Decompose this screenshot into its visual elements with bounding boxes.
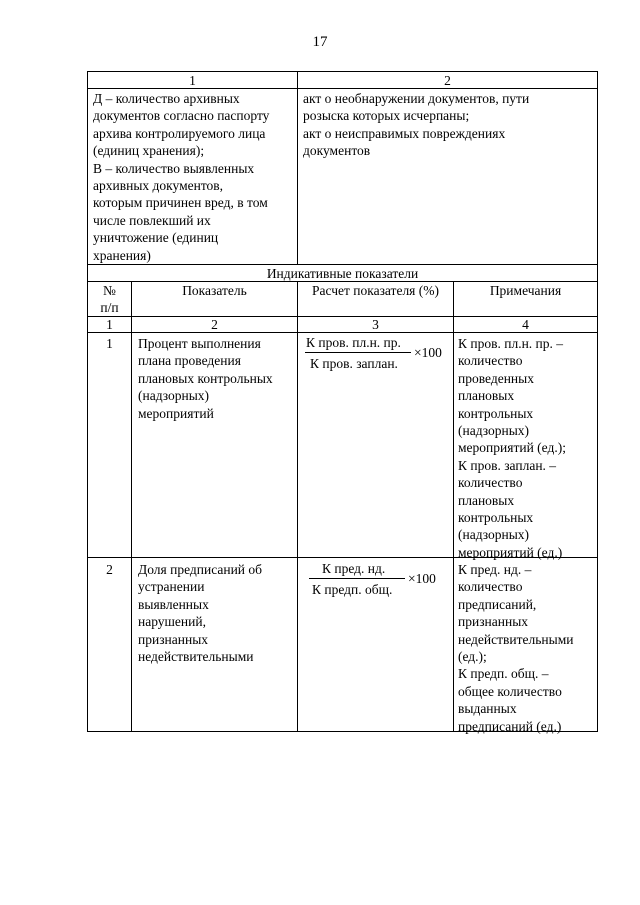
top-table-border-left bbox=[87, 71, 88, 265]
top-table-border-right bbox=[597, 71, 598, 282]
row1-formula-multiplier: ×100 bbox=[414, 345, 442, 360]
table-border-right bbox=[597, 281, 598, 732]
header-num: № п/п bbox=[100, 283, 119, 315]
colnum-2: 2 bbox=[211, 317, 218, 332]
header-formula: Расчет показателя (%) bbox=[311, 283, 440, 298]
top-table-header-1: 1 bbox=[189, 73, 196, 88]
colnum-1: 1 bbox=[106, 317, 113, 332]
top-table-left-cell: Д – количество архивных документов согласно паспорту архива контролируемого лица (единиц хранения); В – количество выявленных архивных документов, которым причинен вред, в том числе повлекший их уничтожение (единиц хранения) bbox=[93, 91, 270, 263]
row2-num: 2 bbox=[106, 562, 113, 577]
section-title: Индикативные показатели bbox=[266, 266, 419, 281]
table-col-divider-1 bbox=[131, 281, 132, 732]
row2-formula-numerator: К пред. нд. bbox=[322, 561, 386, 576]
row2-notes: К пред. нд. – количество предписаний, признанных недействительными (ед.); К предп. общ. – общее количество выданных предписаний (ед.) bbox=[458, 562, 574, 734]
table-col-divider-2 bbox=[297, 281, 298, 732]
row2-formula-denominator: К предп. общ. bbox=[312, 582, 393, 597]
row1-indicator: Процент выполнения плана проведения плановых контрольных (надзорных) мероприятий bbox=[138, 336, 273, 421]
colnum-3: 3 bbox=[372, 317, 379, 332]
table-col-divider-3 bbox=[453, 281, 454, 732]
row2-formula-bar bbox=[309, 578, 405, 579]
header-indicator: Показатель bbox=[182, 283, 247, 298]
row1-formula-bar bbox=[305, 352, 411, 353]
row2-formula-multiplier: ×100 bbox=[408, 571, 436, 586]
row1-num: 1 bbox=[106, 336, 113, 351]
row1-notes: К пров. пл.н. пр. – количество проведенных плановых контрольных (надзорных) мероприятий (ед.); К пров. заплан. – количество плановых контрольных (надзорных) мероприятий (ед.) bbox=[458, 336, 566, 560]
top-table-right-cell: акт о необнаружении документов, пути розыска которых исчерпаны; акт о неисправимых повреждениях документов bbox=[303, 91, 530, 159]
top-table-header-2: 2 bbox=[444, 73, 451, 88]
colnum-4: 4 bbox=[522, 317, 529, 332]
row1-formula-numerator: К пров. пл.н. пр. bbox=[306, 335, 401, 350]
header-notes: Примечания bbox=[489, 283, 562, 298]
page-number: 17 bbox=[312, 34, 328, 50]
top-table-divider bbox=[297, 71, 298, 265]
row1-formula-denominator: К пров. заплан. bbox=[310, 356, 398, 371]
row2-indicator: Доля предписаний об устранении выявленных нарушений, признанных недействительными bbox=[138, 562, 263, 665]
